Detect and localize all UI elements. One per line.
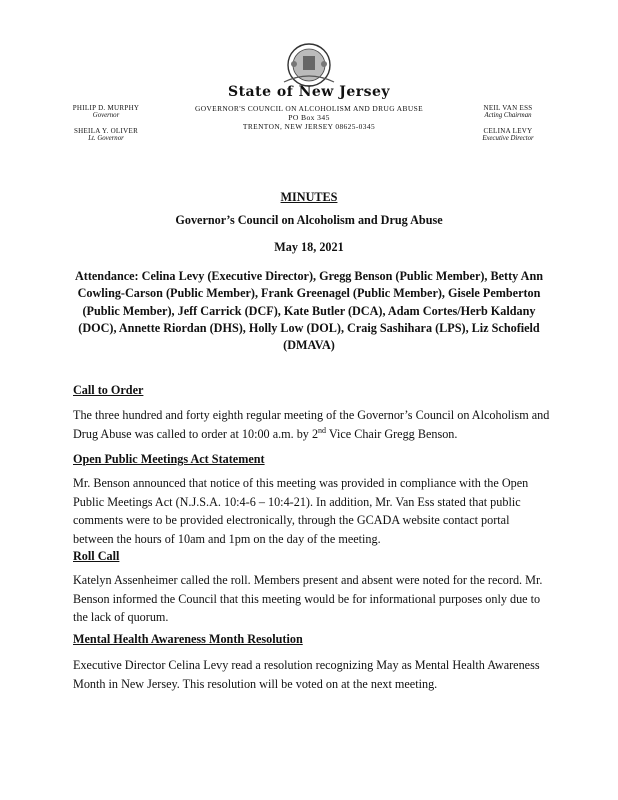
council-heading: Governor’s Council on Alcoholism and Drug Abuse bbox=[175, 213, 443, 227]
director-role: Executive Director bbox=[482, 135, 534, 142]
council-address-name: GOVERNOR'S COUNCIL ON ALCOHOLISM AND DRUG ABUSE bbox=[194, 104, 424, 113]
lt-governor-block bbox=[56, 127, 156, 142]
state-title: State of New Jersey bbox=[227, 84, 391, 100]
director-block bbox=[458, 127, 558, 142]
city-line: TRENTON, NEW JERSEY 08625-0345 bbox=[242, 122, 376, 131]
governor-role: Governor bbox=[92, 112, 120, 119]
opma-text: Mr. Benson announced that notice of this meeting was provided in compliance with the Open Public Meetings Act (N.J.S.A. 10:4-6 – 10:4-21). In addition, Mr. Van Ess stated that public comments were to be provided electronically, through the GCADA website contact portal between the hours of 10am and 1pm on the day of the meeting. bbox=[73, 476, 529, 546]
chairman-role: Acting Chairman bbox=[484, 112, 532, 119]
mental-health-heading: Mental Health Awareness Month Resolution bbox=[73, 632, 303, 646]
lt-governor-name: SHEILA Y. OLIVER bbox=[73, 127, 139, 135]
meeting-date: May 18, 2021 bbox=[274, 240, 344, 254]
state-seal-image bbox=[280, 42, 338, 88]
document-title: MINUTES bbox=[280, 190, 338, 204]
attendance-list: Attendance: Celina Levy (Executive Director), Gregg Benson (Public Member), Betty Ann Cowling-Carson (Public Member), Frank Greenagel (Public Member), Gisele Pemberton (Public Member), Jeff Carrick (DCF), Kate Butler (DCA), Adam Cortes/Herb Kaldany (DOC), Annette Riordan (DHS), Holly Low (DOL), Craig Sashihara (LPS), Liz Schofield (DMAVA) bbox=[74, 269, 543, 353]
lt-governor-role: Lt. Governor bbox=[88, 135, 124, 142]
call-to-order-heading: Call to Order bbox=[73, 383, 144, 397]
chairman-block bbox=[458, 104, 558, 119]
mental-health-text: Executive Director Celina Levy read a resolution recognizing May as Mental Health Awareness Month in New Jersey. This resolution will be voted on at the next meeting. bbox=[73, 658, 540, 691]
chairman-name: NEIL VAN ESS bbox=[483, 104, 533, 112]
governor-name: PHILIP D. MURPHY bbox=[72, 104, 140, 112]
roll-call-heading: Roll Call bbox=[73, 549, 120, 563]
call-to-order-text: The three hundred and forty eighth regular meeting of the Governor’s Council on Alcoholism and Drug Abuse was called to order at 10:00 a.m. by 2nd Vice Chair Gregg Benson. bbox=[73, 408, 550, 441]
roll-call-text: Katelyn Assenheimer called the roll. Members present and absent were noted for the record. Mr. Benson informed the Council that this meeting would be for informational purposes only due to the lack of quorum. bbox=[73, 573, 543, 624]
director-name: CELINA LEVY bbox=[483, 127, 533, 135]
opma-heading: Open Public Meetings Act Statement bbox=[73, 452, 265, 466]
governor-block bbox=[56, 104, 156, 119]
po-box: PO Box 345 bbox=[288, 113, 330, 122]
